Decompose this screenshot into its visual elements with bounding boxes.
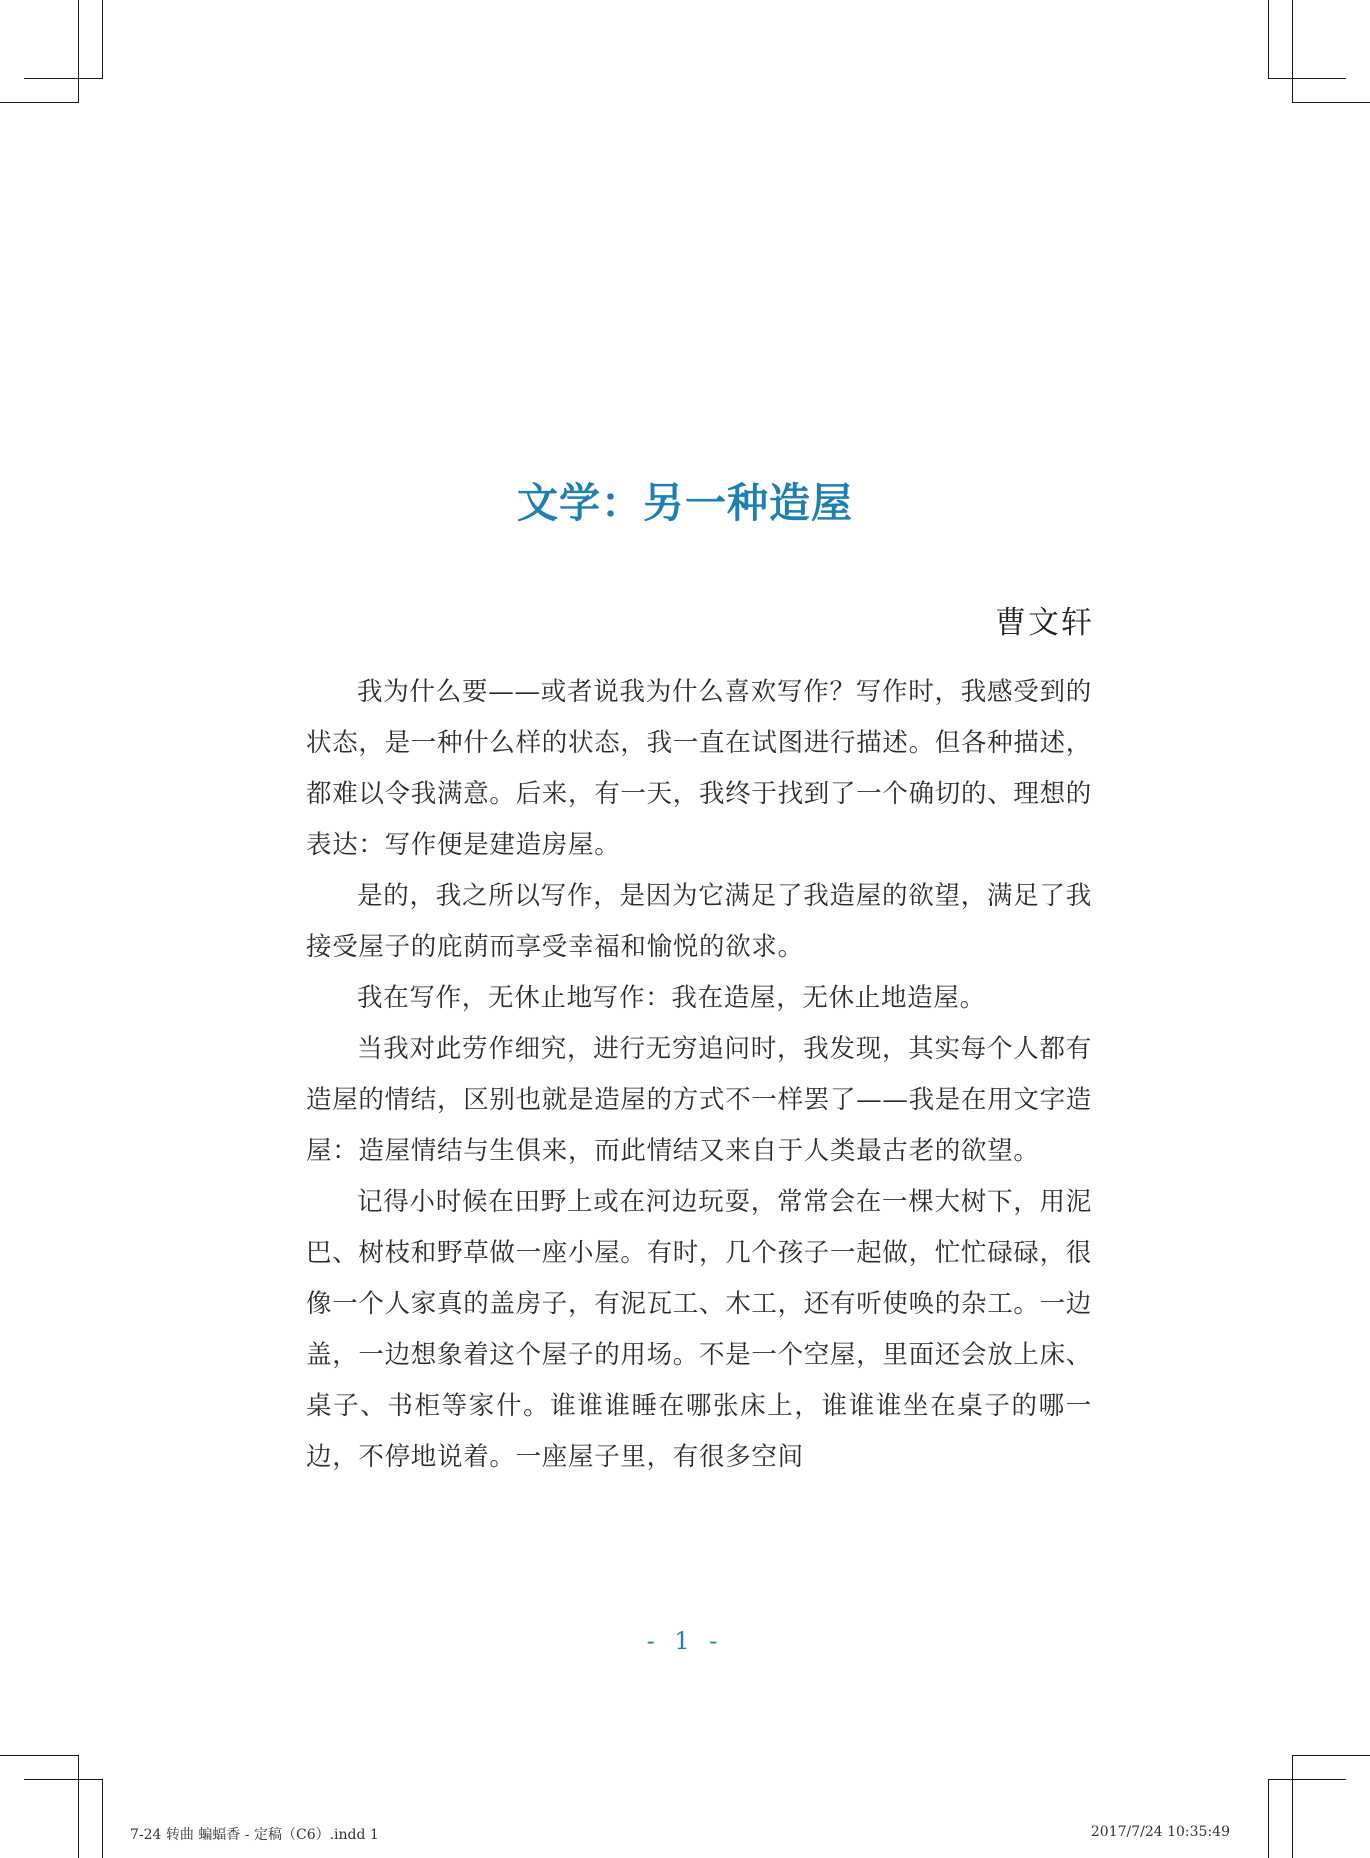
paragraph: 我在写作，无休止地写作：我在造屋，无休止地造屋。 [357, 983, 986, 1013]
crop-mark [0, 1755, 78, 1756]
crop-mark [1268, 78, 1346, 79]
page-title: 文学：另一种造屋 [517, 479, 853, 527]
paragraph: 是的，我之所以写作，是因为它满足了我造屋的欲望，满足了我接受屋子的庇荫而享受幸福和愉悦的欲求。 [306, 881, 1092, 962]
crop-mark [102, 0, 103, 79]
crop-mark [24, 78, 102, 79]
slug-filename: 7-24 转曲 蝙蝠香 - 定稿（C6）.indd 1 [130, 1827, 379, 1843]
author-name: 曹文轩 [995, 605, 1094, 641]
page-number: - 1 - [646, 1627, 724, 1655]
crop-mark [1292, 102, 1370, 103]
crop-mark [78, 0, 79, 103]
paragraph: 记得小时候在田野上或在河边玩耍，常常会在一棵大树下，用泥巴、树枝和野草做一座小屋。有时，几个孩子一起做，忙忙碌碌，很像一个人家真的盖房子，有泥瓦工、木工，还有听使唤的杂工。一边盖，一边想象着这个屋子的用场。不是一个空屋，里面还会放上床、桌子、书柜等家什。谁谁谁睡在哪张床上，谁谁谁坐在桌子的哪一边，不停地说着。一座屋子里，有很多空间 [306, 1187, 1093, 1472]
slug-timestamp: 2017/7/24 10:35:49 [1090, 1824, 1230, 1840]
paragraph: 当我对此劳作细究，进行无穷追问时，我发现，其实每个人都有造屋的情结，区别也就是造屋的方式不一样罢了——我是在用文字造屋：造屋情结与生俱来，而此情结又来自于人类最古老的欲望。 [306, 1034, 1093, 1166]
crop-mark [102, 1779, 103, 1858]
crop-mark [1268, 1779, 1346, 1780]
crop-mark [1268, 1779, 1269, 1858]
crop-mark [24, 1779, 102, 1780]
paragraph: 我为什么要——或者说我为什么喜欢写作？写作时，我感受到的状态，是一种什么样的状态，我一直在试图进行描述。但各种描述，都难以令我满意。后来，有一天，我终于找到了一个确切的、理想的表达：写作便是建造房屋。 [306, 677, 1093, 860]
crop-mark [0, 102, 78, 103]
crop-mark [1268, 0, 1269, 79]
article-body [306, 667, 1092, 1483]
crop-mark [78, 1755, 79, 1858]
crop-mark [1292, 1755, 1293, 1858]
crop-mark [1292, 0, 1293, 103]
crop-mark [1292, 1755, 1370, 1756]
